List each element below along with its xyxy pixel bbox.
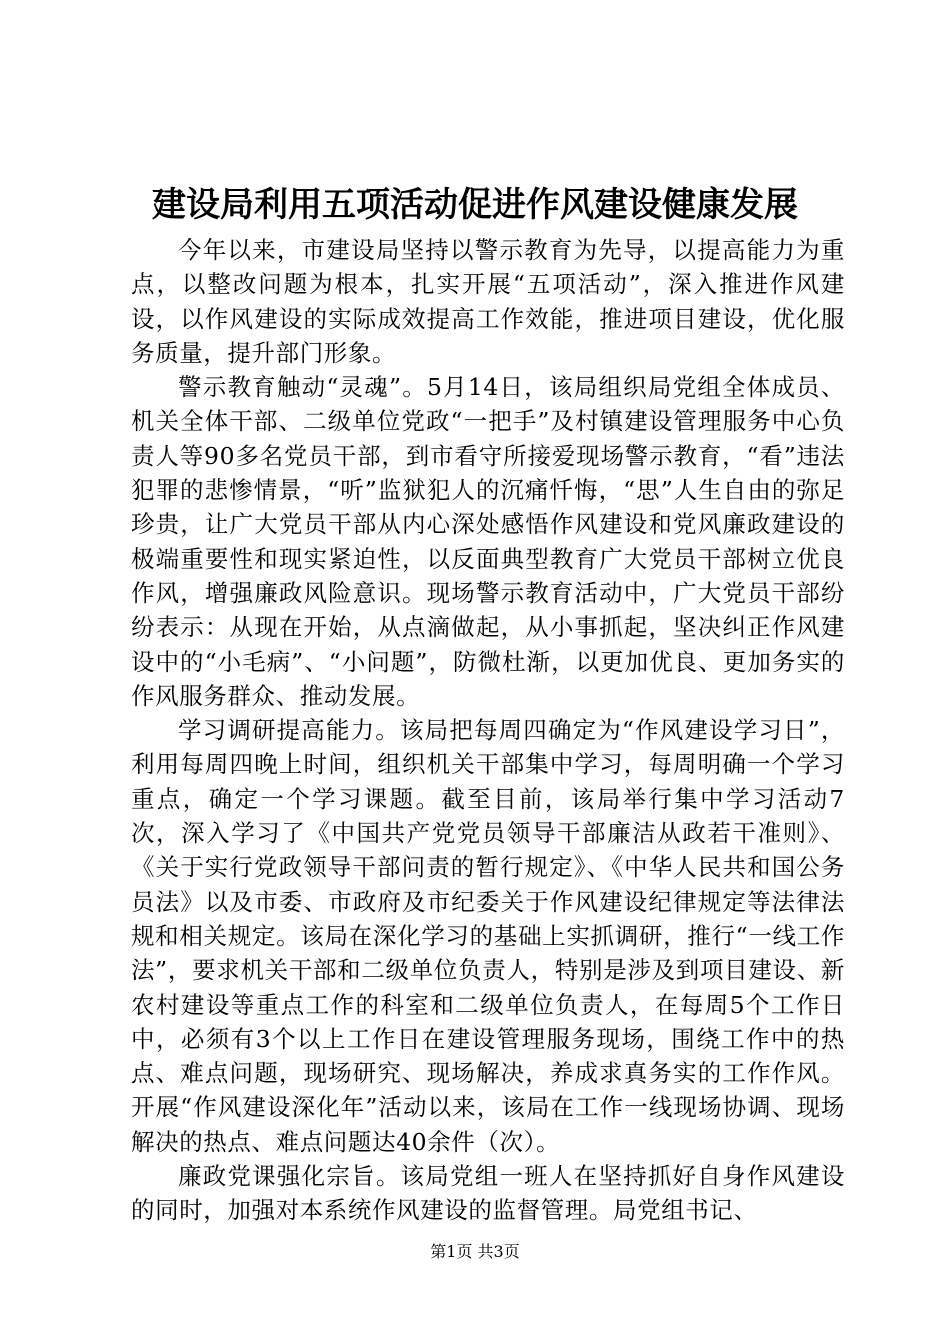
paragraph-intro: 今年以来，市建设局坚持以警示教育为先导，以提高能力为重点，以整改问题为根本，扎实开展“五项活动”，深入推进作风建设，以作风建设的实际成效提高工作效能，推进项目建设，优化服务质量，提升部门形象。 <box>131 236 845 367</box>
paragraph-study-research: 学习调研提高能力。该局把每周四确定为“作风建设学习日”，利用每周四晚上时间，组织机关干部集中学习，每周明确一个学习重点，确定一个学习课题。截至目前，该局举行集中学习活动7次，深入学习了《中国共产党党员领导干部廉洁从政若干准则》、《关于实行党政领导干部问责的暂行规定》、《中华人民共和国公务员法》以及市委、市政府及市纪委关于作风建设纪律规定等法律法规和相关规定。该局在深化学习的基础上实抓调研，推行“一线工作法”，要求机关干部和二级单位负责人，特别是涉及到项目建设、新农村建设等重点工作的科室和二级单位负责人，在每周5个工作日中，必须有3个以上工作日在建设管理服务现场，围绕工作中的热点、难点问题，现场研究、现场解决，养成求真务实的工作作风。开展“作风建设深化年”活动以来，该局在工作一线现场协调、现场解决的热点、难点问题达40余件（次）。 <box>131 716 845 1156</box>
document-title: 建设局利用五项活动促进作风建设健康发展 <box>152 185 798 225</box>
page-number-footer: 第1页 共3页 <box>430 1242 520 1261</box>
paragraph-integrity-lecture: 廉政党课强化宗旨。该局党组一班人在坚持抓好自身作风建设的同时，加强对本系统作风建设的监督管理。局党组书记、 <box>131 1162 845 1225</box>
document-body <box>131 233 845 1228</box>
paragraph-warning-education: 警示教育触动“灵魂”。5月14日，该局组织局党组全体成员、机关全体干部、二级单位党政“一把手”及村镇建设管理服务中心负责人等90多名党员干部，到市看守所接爱现场警示教育，“看”违法犯罪的悲惨情景，“听”监狱犯人的沉痛忏悔，“思”人生自由的弥足珍贵，让广大党员干部从内心深处感悟作风建设和党风廉政建设的极端重要性和现实紧迫性，以反面典型教育广大党员干部树立优良作风，增强廉政风险意识。现场警示教育活动中，广大党员干部纷纷表示：从现在开始，从点滴做起，从小事抓起，坚决纠正作风建设中的“小毛病”、“小问题”，防微杜渐，以更加优良、更加务实的作风服务群众、推动发展。 <box>131 373 845 710</box>
